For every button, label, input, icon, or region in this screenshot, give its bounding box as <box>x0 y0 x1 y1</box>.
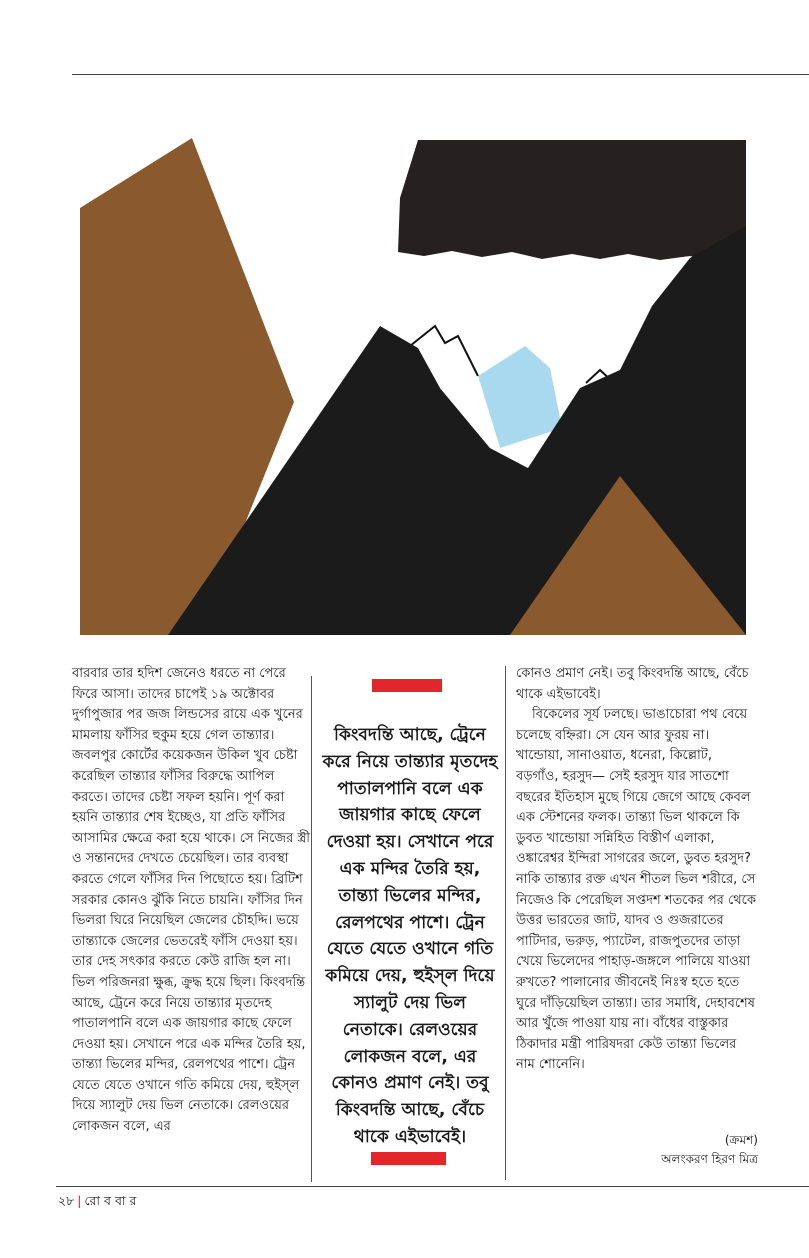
page-number: ২৮ <box>58 1193 75 1208</box>
pull-quote-top-bar <box>372 679 442 692</box>
mountain-illustration <box>80 138 746 635</box>
dark-sky-shape <box>398 140 746 264</box>
article-left-column <box>72 664 312 1138</box>
left-paragraph-1: বারবার তার হদিশ জেনেও ধরতে না পেরে ফিরে আসা। তাদের চাপেই ১৯ অক্টোবর দুর্গাপুজার পর জজ লিন্ডসের রায়ে এক খুনের মামলায় ফাঁসির হুকুম হয়ে গেল তান্ত্যার। জবলপুর কোর্টের কয়েকজন উকিল খুব চেষ্টা করেছিল তান্ত্যার ফাঁসির বিরুদ্ধে আপিল করতে। তাদের চেষ্টা সফল হয়নি। পূর্ণ করা হয়নি তান্ত্যার শেষ ইচ্ছেও, যা প্রতি ফাঁসির আসামির ক্ষেত্রে করা হয়ে থাকে। সে নিজের স্ত্রী ও সন্তানদের দেখতে চেয়েছিল। তার ব্যবস্থা করতে গেলে ফাঁসির দিন পিছোতে হয়। ব্রিটিশ সরকার কোনও ঝুঁকি নিতে চায়নি। ফাঁসির দিন ভিলরা ঘিরে নিয়েছিল জেলের চৌহদ্দি। ভয়ে তান্ত্যাকে জেলের ভেতরেই ফাঁসি দেওয়া হয়। তার দেহ সৎকার করতে কেউ রাজি হল না। ভিল পরিজনরা ক্ষুব্ধ, ক্রুদ্ধ হয়ে ছিল। কিংবদন্তি আছে, ট্রেনে করে নিয়ে তান্ত্যার মৃতদেহ পাতালপানি বলে এক জায়গার কাছে ফেলে দেওয়া হয়। সেখানে পরে এক মন্দির তৈরি হয়, তান্ত্যা ভিলের মন্দির, রেলপথের পাশে। ট্রেন যেতে যেতে ওখানে গতি কমিয়ে দেয়, হুইস্‌ল দিয়ে স্যালুট দেয় ভিল নেতাকে। রেলওয়ের লোকজন বলে, এর <box>72 666 311 1135</box>
column-divider-left <box>311 676 312 1182</box>
article-right-column <box>516 664 756 1076</box>
page-footer <box>58 1192 136 1210</box>
pull-quote-bottom-bar <box>371 1152 446 1165</box>
pull-quote: কিংবদন্তি আছে, ট্রেনে করে নিয়ে তান্ত্যার মৃতদেহ পাতালপানি বলে এক জায়গার কাছে ফেলে দেওয়া হয়। সেখানে পরে এক মন্দির তৈরি হয়, তান্ত্যা ভিলের মন্দির, রেলপথের পাশে। ট্রেন যেতে যেতে ওখানে গতি কমিয়ে দেয়, হুইস্‌ল দিয়ে স্যালুট দেয় ভিল নেতাকে। রেলওয়ের লোকজন বলে, এর কোনও প্রমাণ নেই। তবু কিংবদন্তি আছে, বেঁচে থাকে এইভাবেই। <box>322 725 498 1147</box>
right-paragraph-1: কোনও প্রমাণ নেই। তবু কিংবদন্তি আছে, বেঁচে থাকে এইভাবেই। <box>516 666 749 702</box>
footer-separator: | <box>77 1193 82 1208</box>
to-be-continued: (ক্রমশ) <box>724 1133 758 1147</box>
column-divider-right <box>505 666 506 1180</box>
mountain-collage-svg <box>80 138 746 635</box>
magazine-name: রো ব বা র <box>84 1193 137 1208</box>
bottom-rule <box>56 1186 809 1187</box>
right-paragraph-2: বিকেলের সূর্য ঢলছে। ভাঙাচোরা পথ বেয়ে চলেছে বহ্নিরা। সে যেন আর ফুরয় না। খান্ডোয়া, সানাওয়াত, ধনেরা, কিল্লোট, বড়গাঁও, হরসুদ— সেই হরসুদ যার সাতশো বছরের ইতিহাস মুছে গিয়ে জেগে আছে কেবল এক স্টেশনের ফলক। তান্ত্যা ভিল থাকলে কি ডুবত খান্ডোয়া সন্নিহিত বিস্তীর্ণ এলাকা, ওঙ্কারেশ্বর ইন্দিরা সাগরের জলে, ডুবত হরসুদ? নাকি তান্ত্যার রক্ত এখন শীতল ভিল শরীরে, সে নিজেও কি পেরেছিল সপ্তদশ শতকের পর থেকে উত্তর ভারতের জাট, যাদব ও গুজরাতের পাটিদার, ভরুড়, প্যাটেল, রাজপুতদের তাড়া খেয়ে ভিলেদের পাহাড়-জঙ্গলে পালিয়ে যাওয়া রুখতে? পালানোর জীবনেই নিঃস্ব হতে হতে ঘুরে দাঁড়িয়েছিল তান্ত্যা। তার সমাধি, দেহাবশেষ আর খুঁজে পাওয়া যায় না। বাঁধের বাস্তুকার ঠিকাদার মন্ত্রী পারিষদরা কেউ তান্ত্যা ভিলের নাম শোনেনি। <box>516 707 756 1073</box>
illustration-credit: অলংকরণ হিরণ মিত্র <box>661 1152 758 1166</box>
top-rule <box>72 74 809 75</box>
